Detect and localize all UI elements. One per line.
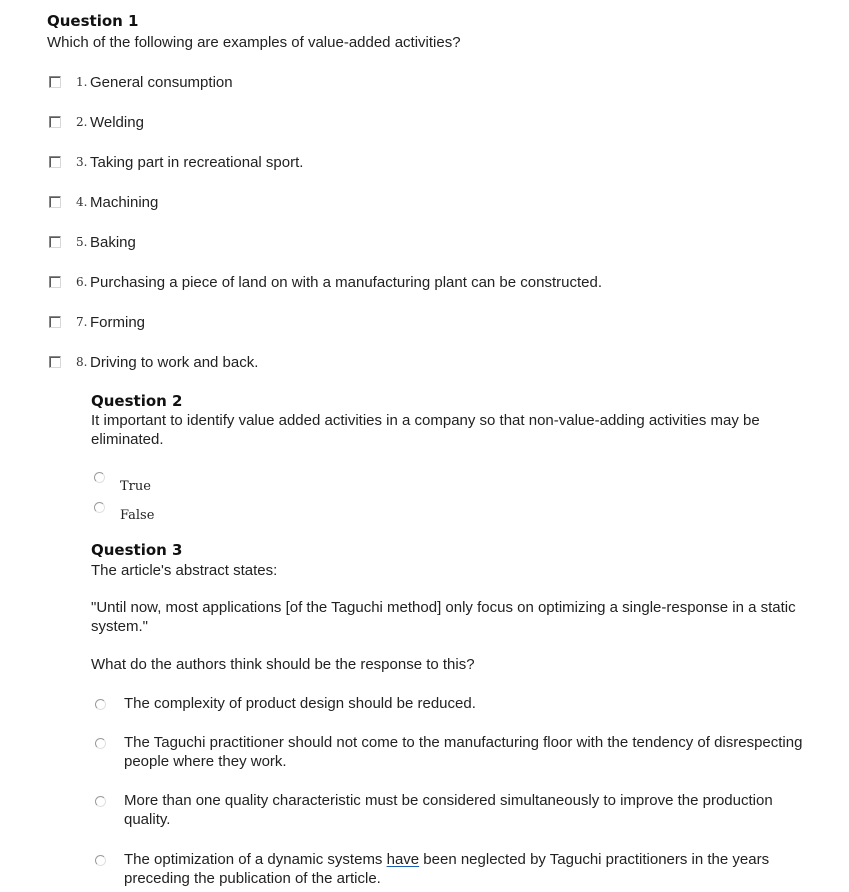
question-3-title: Question 3: [91, 541, 183, 559]
q2-radio-false[interactable]: [94, 502, 105, 513]
q1-option-1[interactable]: [49, 71, 809, 93]
option-number: 8.: [76, 355, 88, 369]
option-number: 4.: [76, 195, 88, 209]
option-label[interactable]: Purchasing a piece of land on with a manufacturing plant can be constructed.: [90, 273, 602, 291]
q1-option-3[interactable]: [49, 151, 809, 173]
checkbox[interactable]: [49, 236, 61, 248]
grammar-underlined-word: have: [386, 851, 420, 868]
option-number: 5.: [76, 235, 88, 249]
option-label[interactable]: Taking part in recreational sport.: [90, 153, 304, 171]
question-3-intro: The article's abstract states:: [91, 562, 278, 579]
q1-option-2[interactable]: [49, 111, 809, 133]
option-number: 2.: [76, 115, 88, 129]
checkbox[interactable]: [49, 316, 61, 328]
question-3-question: What do the authors think should be the response to this?: [91, 656, 475, 673]
checkbox[interactable]: [49, 76, 61, 88]
q2-option-false-label[interactable]: False: [120, 508, 155, 523]
q3-radio-option-1[interactable]: [95, 699, 106, 710]
question-1-prompt: Which of the following are examples of value-added activities?: [47, 34, 461, 51]
option-label[interactable]: Machining: [90, 193, 159, 211]
q3-option-2-label[interactable]: The Taguchi practitioner should not come to the manufacturing floor with the tendency of disrespecting people where they work.: [124, 734, 803, 770]
checkbox[interactable]: [49, 276, 61, 288]
q1-option-4[interactable]: [49, 191, 809, 213]
option-number: 1.: [76, 75, 88, 89]
option-number: 3.: [76, 155, 88, 169]
q3-option-1-label[interactable]: The complexity of product design should be reduced.: [124, 695, 476, 712]
option-label[interactable]: Baking: [90, 233, 136, 251]
q1-option-7[interactable]: [49, 311, 809, 333]
question-1-title: Question 1: [47, 12, 139, 30]
q2-radio-true[interactable]: [94, 472, 105, 483]
question-2-prompt: It important to identify value added activities in a company so that non-value-adding activities may be eliminated.: [91, 412, 760, 448]
checkbox[interactable]: [49, 116, 61, 128]
option-text-before: The optimization of a dynamic systems: [124, 851, 387, 868]
q3-radio-option-4[interactable]: [95, 855, 106, 866]
question-3-quote: "Until now, most applications [of the Taguchi method] only focus on optimizing a single-response in a static system.": [91, 599, 796, 635]
option-label[interactable]: Driving to work and back.: [90, 353, 259, 371]
q1-option-8[interactable]: [49, 351, 809, 373]
q1-option-6[interactable]: [49, 271, 809, 293]
q3-option-4-label[interactable]: [124, 850, 804, 888]
option-number: 7.: [76, 315, 88, 329]
option-number: 6.: [76, 275, 88, 289]
option-label[interactable]: General consumption: [90, 73, 233, 91]
option-text-after: been neglected by Taguchi practitioners in the years preceding the publication of the article.: [124, 851, 770, 887]
q3-radio-option-2[interactable]: [95, 738, 106, 749]
q2-option-true-label[interactable]: True: [120, 479, 151, 494]
q3-option-3-label[interactable]: More than one quality characteristic must be considered simultaneously to improve the production quality.: [124, 792, 773, 828]
question-2-title: Question 2: [91, 392, 183, 410]
checkbox[interactable]: [49, 156, 61, 168]
checkbox[interactable]: [49, 356, 61, 368]
checkbox[interactable]: [49, 196, 61, 208]
q3-radio-option-3[interactable]: [95, 796, 106, 807]
option-label[interactable]: Welding: [90, 113, 144, 131]
q1-option-5[interactable]: [49, 231, 809, 253]
option-label[interactable]: Forming: [90, 313, 146, 331]
